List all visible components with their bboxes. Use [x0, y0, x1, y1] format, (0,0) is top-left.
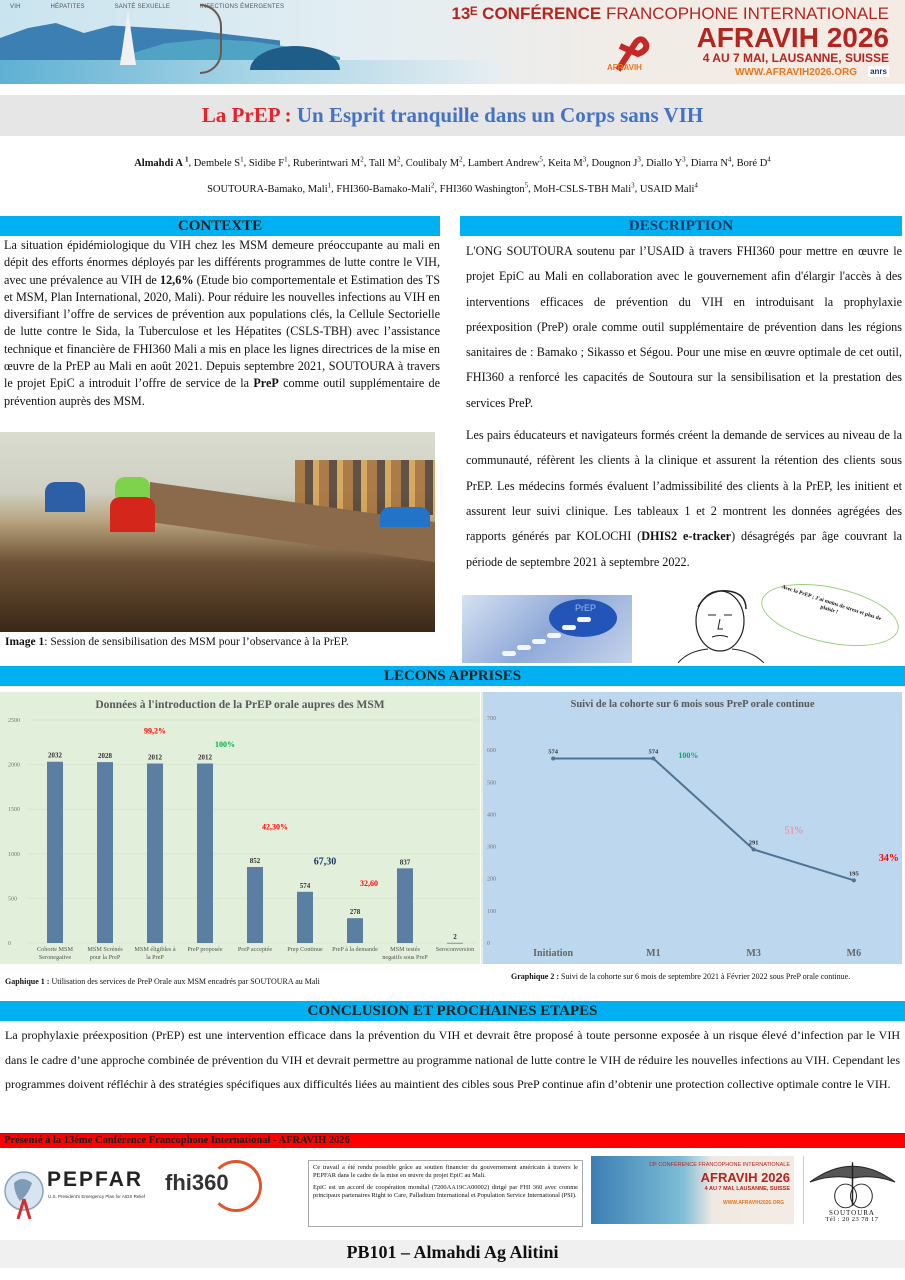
x-tick-label: Seronegative — [38, 954, 72, 961]
bar-value-label: 2012 — [198, 753, 212, 762]
awareness-session-photo — [0, 432, 435, 632]
affiliation: SOUTOURA-Bamako, Mali$^1$ — [207, 181, 332, 195]
mini-banner-dates: 4 AU 7 MAI, LAUSANNE, SUISSE — [704, 1186, 790, 1192]
x-tick-label: PreP à la demande — [332, 946, 378, 953]
image-caption-label: Image 1 — [5, 636, 45, 648]
title-band — [0, 95, 905, 136]
author-name: Diallo $Y^3$ — [646, 155, 686, 169]
affiliations-line: SOUTOURA-Bamako, Mali$^1$, FHI360-Bamako-Mali$^2$, FHI360 Washington$^5$, MoH-CSLS-TBH Mali$^3$, USAID Mali$^4$ — [207, 181, 698, 195]
fhi360-logo-text: fhi360 — [165, 1170, 229, 1195]
author-sup: 2 — [396, 155, 401, 163]
pill-icon — [532, 639, 546, 644]
pill-icon — [547, 633, 561, 638]
pepfar-logo-text: PEPFAR — [47, 1168, 144, 1191]
chart-annotation: 42,30% — [262, 822, 288, 832]
x-tick-label: Cohorte MSM — [37, 946, 73, 953]
data-point — [852, 878, 856, 882]
soutoura-phone: Tél : 20 23 78 17 — [825, 1216, 879, 1223]
author-name: Lambert Andrew$^5$ — [467, 155, 543, 169]
author-sup: 1 — [184, 155, 189, 163]
bar-value-label: 574 — [299, 881, 311, 890]
affiliation-sup: 2 — [430, 181, 435, 189]
chart1-caption-label: Gaphique 1 : — [5, 977, 50, 986]
chart2-caption — [511, 972, 850, 981]
bar-value-label: 852 — [249, 857, 261, 866]
author-sup: 4 — [767, 155, 771, 163]
pill-icon — [562, 625, 576, 630]
description-text-part: ) désagrégés par âge couvrant la période de septembre 2021 à septembre 2022. — [466, 529, 902, 569]
conference-type: FRANCOPHONE INTERNATIONALE — [605, 4, 889, 23]
x-tick-label: M1 — [646, 948, 661, 959]
data-point — [752, 847, 756, 851]
banner-nav-item: INFECTIONS ÉMERGENTES — [199, 4, 285, 10]
y-tick-label: 200 — [487, 876, 496, 883]
section-header-conclusion: CONCLUSION ET PROCHAINES ETAPES — [0, 1001, 905, 1021]
y-tick-label: 1000 — [8, 851, 20, 858]
title-prefix: La PrEP : — [201, 103, 292, 127]
author-sup: 3 — [682, 155, 686, 163]
y-tick-label: 400 — [487, 812, 496, 819]
x-tick-label: M6 — [846, 948, 862, 959]
bar-value-label: 2028 — [98, 752, 112, 761]
x-tick-label: MSM Scrénés — [87, 946, 123, 953]
anrs-logo: anrs — [870, 67, 887, 76]
photo-person — [380, 507, 430, 527]
point-value-label: 574 — [548, 748, 558, 756]
image-caption — [5, 636, 349, 648]
contexte-text-part: comme outil supplémentaire de prévention auprès des MSM. — [4, 376, 440, 408]
line-chart-panel — [481, 692, 902, 964]
bar — [97, 762, 113, 943]
affiliation-sup: 1 — [327, 181, 332, 189]
conference-dates: 4 AU 7 MAI, LAUSANNE, SUISSE — [702, 51, 889, 65]
lead-author: Almahdi A $^1$ — [134, 155, 189, 169]
section-header-description: DESCRIPTION — [460, 216, 902, 236]
chart2-caption-text: Suivi de la cohorte sur 6 mois de septembre 2021 à Février 2022 sous PreP orale continue. — [559, 972, 851, 981]
chart-annotation: 100% — [678, 751, 699, 761]
x-tick-label: la PreP — [146, 954, 164, 961]
bar-value-label: 278 — [349, 908, 361, 917]
author-name: Keita $M^3$ — [548, 155, 587, 169]
funding-paragraph: Ce travail a été rendu possible grâce au soutien financier du gouvernement américain à travers le PEPFAR dans le cadre de la mise en œuvre du projet EpiC au Mali. — [313, 1164, 578, 1180]
author-sup: 1 — [240, 155, 244, 163]
prep-bold: PreP — [253, 376, 279, 391]
author-sup: 3 — [637, 155, 641, 163]
data-point — [651, 757, 655, 761]
x-tick-label: pour la PreP — [89, 954, 121, 961]
photo-person — [115, 477, 150, 497]
conference-banner — [0, 0, 905, 84]
bar-value-label: 2012 — [148, 753, 162, 762]
x-tick-label: Initiation — [533, 948, 574, 959]
author-name: Tall $M^2$ — [368, 155, 401, 169]
contexte-text — [4, 237, 440, 410]
chart1-caption — [5, 977, 320, 986]
affiliation: USAID Mali$^4$ — [639, 181, 698, 195]
affiliation-sup: 5 — [524, 181, 529, 189]
authors-line: Almahdi A $^1$, Dembele $S^1$, Sidibe $F^1$, Ruberintwari $M^2$, Tall $M^2$, Coulibaly $M^2$, Lambert Andrew$^5$, Keita $M^3$, Dougnon $J^3$, Diallo $Y^3$, Diarra $N^4$, Boré $D^4$ — [134, 155, 771, 169]
speech-bubble-text: Avec la PrEP ; J'ai moins de stress et plus de plaisir ! — [780, 584, 882, 623]
bar-value-label: 2032 — [48, 751, 62, 760]
line-chart — [483, 692, 904, 964]
x-tick-label: Seroconversion — [435, 946, 475, 953]
conference-website: WWW.AFRAVIH2026.ORG — [734, 67, 857, 78]
x-tick-label: negatifs sous PreP — [382, 954, 428, 961]
chart-annotation: 34% — [878, 853, 899, 865]
afravih-mini-banner — [591, 1156, 794, 1224]
point-value-label: 291 — [748, 839, 759, 847]
description-paragraph — [466, 423, 902, 575]
photo-person — [45, 482, 85, 512]
description-paragraph: L'ONG SOUTOURA soutenu par l’USAID à travers FHI360 pour mettre en œuvre le projet EpiC au Mali en collaboration avec le gouvernement afin d'élargir l'accès à des interventions efficaces de prévention du VIH en introduisant la prophylaxie préexposition (PreP) orale comme outil supplémentaire de prévention dans les régions sanitaires de : Bamako ; Sikasso et Ségou. Pour une mise en œuvre optimale de cet outil, FHI360 a renforcé les capacités de Soutoura sur la sensibilisation et la prestation des services PreP. — [466, 244, 902, 410]
bar — [447, 943, 463, 944]
x-tick-label: Prep Continue — [287, 946, 323, 953]
x-tick-label: MSM éligibles à — [134, 946, 176, 953]
author-sup: 4 — [727, 155, 732, 163]
data-point — [551, 757, 555, 761]
banner-nav-item: VIH — [10, 4, 21, 10]
y-tick-label: 700 — [487, 716, 496, 722]
series-line — [553, 759, 854, 881]
banner-nav-item: HÉPATITES — [50, 4, 85, 10]
affiliation: FHI360 Washington$^5$ — [439, 181, 529, 195]
bar-chart — [0, 692, 480, 964]
y-tick-label: 2000 — [8, 762, 20, 769]
point-value-label: 574 — [648, 748, 659, 756]
title-main: Un Esprit tranquille dans un Corps sans VIH — [296, 103, 704, 127]
photo-person — [110, 497, 155, 532]
y-tick-label: 2500 — [8, 718, 20, 724]
poster-id-footer: PB101 – Almahdi Ag Alitini — [346, 1242, 559, 1262]
y-tick-label: 500 — [8, 896, 17, 903]
y-tick-label: 300 — [487, 844, 496, 851]
lake-graphic — [0, 60, 500, 84]
bar — [247, 867, 263, 943]
bar-chart-panel — [0, 692, 480, 964]
dhis2-bold: DHIS2 e-tracker — [641, 529, 732, 544]
banner-nav — [10, 4, 312, 10]
mini-banner-name: AFRAVIH 2026 — [700, 1170, 790, 1185]
affiliation-sup: 3 — [631, 181, 635, 189]
chart-annotation: 67,30 — [313, 856, 337, 868]
chart-title: Données à l'introduction de la PrEP orale aupres des MSM — [95, 699, 385, 711]
afravih-logo-text: AFRAVIH — [607, 63, 642, 72]
mini-banner-line: 13ᴱ CONFÉRENCE FRANCOPHONE INTERNATIONALE — [648, 1162, 790, 1168]
section-header-lecons: LECONS APPRISES — [0, 666, 905, 686]
conference-name: AFRAVIH 2026 — [696, 22, 889, 53]
y-tick-label: 0 — [8, 941, 11, 947]
chart-annotation: 99,2% — [144, 726, 166, 736]
x-tick-label: PreP acceptée — [237, 946, 273, 953]
affiliation: FHI360-Bamako-Mali$^2$ — [336, 181, 435, 195]
bar-value-label: 2 — [453, 932, 457, 941]
section-header-contexte: CONTEXTE — [0, 216, 440, 236]
prep-pills-image — [462, 595, 632, 663]
y-tick-label: 0 — [487, 941, 490, 947]
chart1-caption-text: Utilisation des services de PreP Orale aux MSM encadrés par SOUTOURA au Mali — [49, 977, 320, 986]
bar — [147, 764, 163, 943]
prevalence-value: 12,6% — [159, 272, 194, 287]
y-tick-label: 100 — [487, 908, 496, 915]
pill-icon — [577, 617, 591, 622]
contexte-text-part: La situation épidémiologique du VIH chez les MSM demeure préoccupante au mali en dépit des efforts énormes déployés par les différents programmes de lutte contre le VIH, avec une prévalence au VIH de — [4, 238, 440, 287]
contexte-text-part: (Etude bio comportementale et Estimation des TS et MSM, Plan International, 2020, Mali). Pour réduire les nouvelles infections au VIH en diversifiant l’offre de services de prévention aux populations clés, la Cellule Sectorielle de lutte contre le Sida, la Tuberculose et les Hépatites (CSLS-TBH) avec l’assistance technique et financière de FHI360 Mali a mis en place les lignes directrices de la mise en œuvre de la PrEP au Mali en août 2021. Depuis septembre 2021, SOUTOURA à travers le projet EpiC a introduit l’offre de service de la — [4, 272, 440, 391]
bar — [297, 892, 313, 943]
bar-value-label: 837 — [399, 858, 411, 867]
chart2-caption-label: Graphique 2 : — [511, 972, 560, 981]
funding-acknowledgment — [308, 1160, 583, 1227]
image-caption-text: : Session de sensibilisation des MSM pour l’observance à la PrEP. — [44, 636, 349, 648]
affiliation-sup: 4 — [694, 181, 698, 189]
chart-annotation: 100% — [215, 739, 235, 749]
x-tick-label: M3 — [746, 948, 761, 959]
description-text — [466, 239, 902, 582]
author-sup: 2 — [459, 155, 463, 163]
x-tick-label: PreP proposée — [187, 946, 223, 953]
author-name: Coulibaly $M^2$ — [405, 155, 463, 169]
mini-banner-website: WWW.AFRAVIH2026.ORG — [722, 1200, 784, 1206]
bar — [397, 868, 413, 943]
soutoura-logo-text: SOUTOURA — [829, 1209, 875, 1217]
pill-icon — [517, 645, 531, 650]
chart-annotation: 32,60 — [360, 878, 378, 888]
pill-icon — [502, 651, 516, 656]
affiliation: MoH-CSLS-TBH Mali$^3$ — [533, 181, 635, 195]
author-name: Boré $D^4$ — [736, 155, 771, 169]
banner-nav-item: SANTÉ SEXUELLE — [114, 4, 171, 10]
bar — [347, 918, 363, 943]
sculpture-arc-graphic — [200, 4, 222, 74]
chart-annotation: 51% — [784, 825, 803, 837]
chart-title: Suivi de la cohorte sur 6 mois sous PreP orale continue — [570, 699, 815, 710]
poster-title — [0, 95, 905, 136]
pepfar-logo-subtext: U.S. President's Emergency Plan for AIDS Relief — [48, 1194, 146, 1199]
author-name: Ruberintwari $M^2$ — [292, 155, 364, 169]
bar — [47, 762, 63, 943]
y-tick-label: 1500 — [8, 807, 20, 814]
funding-paragraph: EpiC est un accord de coopération mondial (7200AA19CA00002) dirigé par FHI 360 avec comme principaux partenaires Right to Care, Palladium International et Population Service International (PSI). — [313, 1183, 578, 1200]
author-name: Diarra $N^4$ — [690, 155, 732, 169]
conclusion-text: La prophylaxie préexposition (PrEP) est une intervention efficace dans la prévention du VIH et devrait être proposé à toute personne exposée à un risque élevé d’infection par le VIH dans le cadre d’une approche combinée de prévention du VIH et devrait permettre au programme national de lutte contre le VIH de réduire les nouvelles infections au VIH. Cependant les programmes doivent réfléchir à des stratégies spécifiques aux difficultés liées au maintient des cibles sous PreP continue afin d’obtenir une protection collective optimale contre le VIH. — [5, 1028, 901, 1092]
author-sup: 5 — [539, 155, 543, 163]
description-text-part: Les pairs éducateurs et navigateurs formés créent la demande de services au niveau de la communauté, réfèrent les clients à la clinique et assurent la rétention des clients sous PrEP. Les médecins formés évaluent l’admissibilité des clients à la PrEP, les initient et assurent leur suivi clinique. Les tableaux 1 et 2 montrent les données agrégées des rapports générés par KOLOCHI ( — [466, 428, 902, 544]
point-value-label: 195 — [849, 870, 859, 878]
conference-line — [451, 4, 889, 24]
author-sup: 3 — [582, 155, 587, 163]
pill-cap-label: PrEP — [574, 603, 596, 613]
bar — [197, 764, 213, 943]
author-sup: 2 — [360, 155, 364, 163]
y-tick-label: 600 — [487, 748, 496, 755]
y-tick-label: 500 — [487, 780, 496, 787]
conference-number: 13ᴱ CONFÉRENCE — [451, 4, 602, 23]
presented-at-band: Présenté à la 13éme Conférence Francophone International - AFRAVIH 2026 — [0, 1133, 905, 1148]
author-name: Dougnon $J^3$ — [591, 155, 641, 169]
author-name: Sidibe $F^1$ — [248, 155, 288, 169]
x-tick-label: MSM testés — [390, 946, 420, 953]
author-name: Dembele $S^1$ — [193, 155, 244, 169]
author-sup: 1 — [284, 155, 288, 163]
